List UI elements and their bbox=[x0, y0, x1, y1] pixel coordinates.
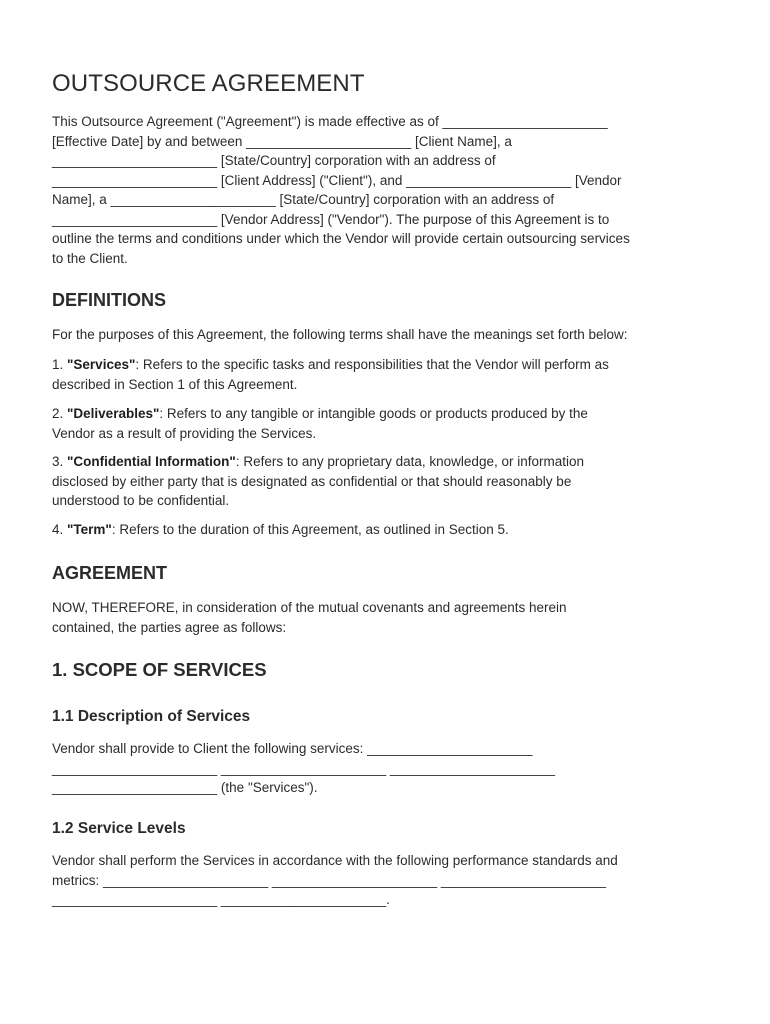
definition-item-term bbox=[52, 520, 722, 540]
definition-line bbox=[52, 355, 722, 375]
definition-number: 4. bbox=[52, 522, 68, 537]
definition-text: : Refers to the specific tasks and responsibilities that the Vendor will perform as bbox=[135, 357, 609, 372]
intro-line: ______________________ [Client Address] ("Client"), and ______________________ [Vendor bbox=[52, 172, 622, 188]
document-title: OUTSOURCE AGREEMENT bbox=[52, 70, 365, 97]
services-line: ______________________ ______________________ ______________________ bbox=[52, 760, 556, 776]
definition-term: "Services" bbox=[67, 357, 136, 372]
intro-line: ______________________ [Vendor Address] ("Vendor"). The purpose of this Agreement is to bbox=[52, 211, 610, 227]
definition-number: 3. bbox=[52, 454, 68, 469]
definition-line: disclosed by either party that is designated as confidential or that should reasonably be bbox=[52, 473, 572, 489]
services-line: ______________________ (the "Services"). bbox=[52, 780, 318, 795]
definition-line bbox=[52, 520, 722, 540]
agreement-heading: AGREEMENT bbox=[52, 563, 168, 583]
intro-line: [Effective Date] by and between ______________________ [Client Name], a bbox=[52, 133, 512, 149]
definition-line: described in Section 1 of this Agreement. bbox=[52, 376, 298, 392]
service-levels-heading: 1.2 Service Levels bbox=[52, 820, 186, 837]
definition-text: : Refers to any proprietary data, knowledge, or information bbox=[235, 454, 584, 469]
definition-line: understood to be confidential. bbox=[52, 493, 230, 508]
definitions-intro-line: For the purposes of this Agreement, the following terms shall have the meanings set forth below: bbox=[52, 327, 628, 342]
description-of-services-heading: 1.1 Description of Services bbox=[52, 708, 251, 725]
intro-paragraph bbox=[52, 112, 722, 268]
definition-item-services bbox=[52, 355, 722, 394]
definition-text: : Refers to the duration of this Agreement, as outlined in Section 5. bbox=[111, 522, 509, 537]
scope-heading: 1. SCOPE OF SERVICES bbox=[52, 659, 267, 680]
definition-term: "Deliverables" bbox=[67, 406, 160, 421]
intro-line: This Outsource Agreement ("Agreement") is made effective as of ______________________ bbox=[52, 114, 608, 129]
service-levels-line: metrics: ______________________ ______________________ ______________________ bbox=[52, 872, 607, 888]
intro-line: ______________________ [State/Country] corporation with an address of bbox=[52, 153, 496, 168]
definition-number: 1. bbox=[52, 357, 68, 372]
agreement-line: NOW, THEREFORE, in consideration of the mutual covenants and agreements herein bbox=[52, 600, 567, 615]
definition-item-deliverables bbox=[52, 404, 722, 443]
intro-line: outline the terms and conditions under which the Vendor will provide certain outsourcing services bbox=[52, 231, 630, 246]
service-levels-line: ______________________ ______________________. bbox=[52, 892, 390, 907]
definitions-heading: DEFINITIONS bbox=[52, 290, 167, 310]
definition-item-confidential-information bbox=[52, 452, 722, 511]
definition-term: "Confidential Information" bbox=[67, 454, 236, 469]
definition-term: "Term" bbox=[67, 522, 112, 537]
definition-line bbox=[52, 452, 722, 472]
description-of-services-paragraph bbox=[52, 739, 722, 798]
service-levels-paragraph bbox=[52, 851, 722, 910]
intro-line: to the Client. bbox=[52, 250, 128, 266]
definition-number: 2. bbox=[52, 406, 68, 421]
definitions-intro bbox=[52, 325, 722, 345]
services-line: Vendor shall provide to Client the following services: ______________________ bbox=[52, 741, 533, 756]
service-levels-line: Vendor shall perform the Services in accordance with the following performance standards and bbox=[52, 853, 618, 868]
agreement-paragraph bbox=[52, 598, 722, 637]
intro-line: Name], a ______________________ [State/Country] corporation with an address of bbox=[52, 192, 555, 207]
definition-line: Vendor as a result of providing the Services. bbox=[52, 425, 317, 441]
definition-text: : Refers to any tangible or intangible goods or products produced by the bbox=[159, 406, 588, 421]
agreement-line: contained, the parties agree as follows: bbox=[52, 619, 287, 635]
definition-line bbox=[52, 404, 722, 424]
